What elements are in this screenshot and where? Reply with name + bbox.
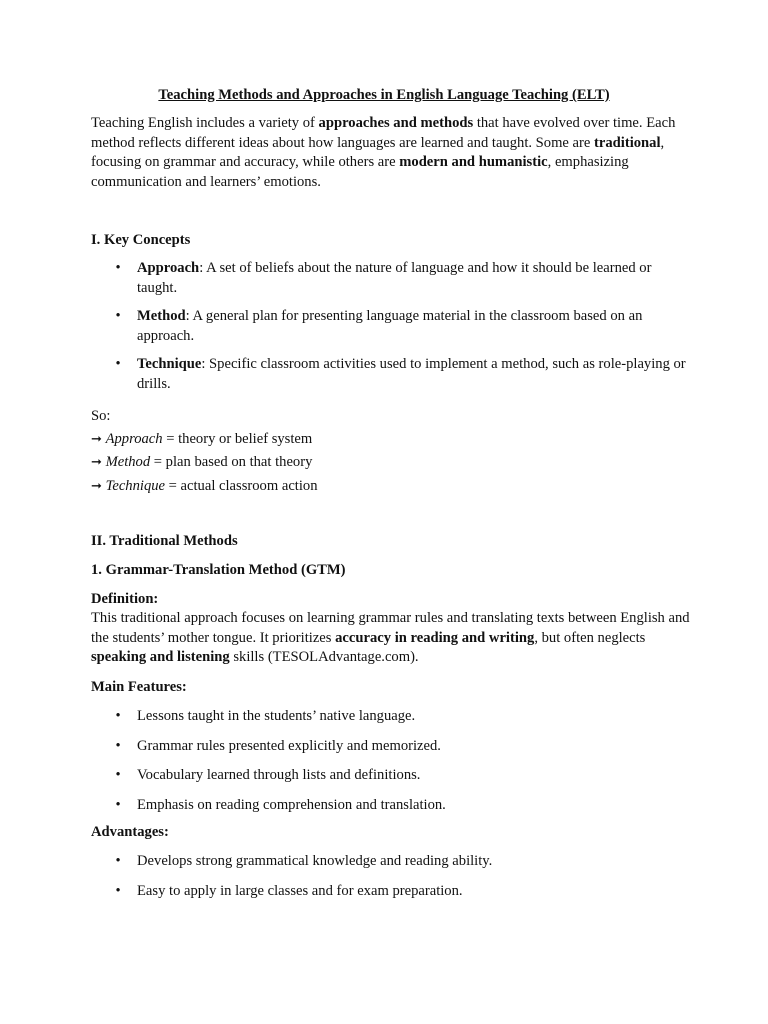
bullet-icon: •: [115, 737, 121, 754]
bullet-icon: •: [115, 708, 121, 724]
list-item: [91, 259, 691, 298]
list-item: [91, 766, 691, 786]
intro-bold-text: approaches and methods: [318, 115, 474, 131]
advantages-label: Advantages:: [91, 824, 169, 840]
summary-text: = plan based on that theory: [150, 454, 313, 470]
gtm-heading: 1. Grammar-Translation Method (GTM): [91, 562, 346, 578]
intro-bold-text: traditional: [594, 134, 661, 151]
so-label: So:: [91, 408, 111, 424]
intro-paragraph: [91, 114, 691, 192]
advantages-list: [91, 852, 691, 901]
definition-label: Definition:: [91, 591, 159, 607]
concept-definition: : A general plan for presenting language material in the classroom based on an approach.: [137, 308, 643, 344]
key-concepts-heading: I. Key Concepts: [91, 232, 191, 248]
definition-bold-text: accuracy in reading and writing: [335, 629, 535, 646]
concept-definition: : Specific classroom activities used to implement a method, such as role-playing or drills.: [137, 356, 686, 392]
concept-term: Approach: [137, 260, 200, 276]
feature-text: Lessons taught in the students’ native language.: [137, 708, 416, 724]
summary-term: Technique: [105, 477, 166, 494]
list-item: [91, 852, 691, 872]
summary-line: [91, 428, 691, 452]
feature-text: Grammar rules presented explicitly and memorized.: [137, 737, 441, 754]
traditional-methods-heading: II. Traditional Methods: [91, 533, 238, 549]
list-item: [91, 796, 691, 816]
document-title: Teaching Methods and Approaches in English Language Teaching (ELT): [158, 87, 610, 103]
summary-term: Approach: [105, 430, 163, 447]
intro-text: that have evolved over time. Each method reflects different ideas about how languages are learned and taught. Some are: [91, 115, 676, 151]
summary-term: Method: [105, 454, 151, 470]
summary-line: [91, 451, 691, 475]
list-item: [91, 307, 691, 346]
concept-definition: : A set of beliefs about the nature of language and how it should be learned or taught.: [137, 260, 652, 296]
list-item: [91, 355, 691, 394]
list-item: [91, 737, 691, 757]
arrow-right-icon: ➞: [91, 478, 102, 494]
bullet-icon: •: [115, 308, 121, 324]
concept-term: Technique: [137, 356, 202, 372]
advantage-text: Easy to apply in large classes and for exam preparation.: [137, 882, 463, 899]
bullet-icon: •: [115, 356, 121, 372]
definition-paragraph: [91, 609, 691, 668]
so-summary: [91, 405, 691, 498]
arrow-right-icon: ➞: [91, 455, 102, 470]
concept-term: Method: [137, 308, 186, 324]
arrow-right-icon: ➞: [91, 431, 102, 447]
bullet-icon: •: [115, 260, 121, 276]
intro-bold-text: modern and humanistic: [399, 154, 548, 170]
advantage-text: Develops strong grammatical knowledge and reading ability.: [137, 853, 493, 869]
bullet-icon: •: [115, 853, 121, 869]
feature-text: Vocabulary learned through lists and definitions.: [137, 767, 421, 783]
list-item: [91, 882, 691, 902]
intro-text: , focusing on grammar and accuracy, while others are: [91, 134, 665, 170]
list-item: [91, 707, 691, 727]
main-features-label: Main Features:: [91, 679, 187, 695]
summary-text: = theory or belief system: [162, 430, 313, 447]
bullet-icon: •: [115, 882, 121, 899]
summary-line: [91, 475, 691, 499]
definition-text: skills (TESOLAdvantage.com).: [229, 649, 419, 665]
main-features-list: [91, 707, 691, 815]
bullet-icon: •: [115, 796, 121, 813]
key-concepts-list: [91, 259, 691, 394]
feature-text: Emphasis on reading comprehension and translation.: [137, 796, 446, 813]
summary-text: = actual classroom action: [165, 477, 318, 494]
intro-text: , emphasizing communication and learners’ emotions.: [91, 154, 629, 190]
definition-text: , but often neglects: [534, 629, 646, 646]
definition-text: This traditional approach focuses on learning grammar rules and translating texts between English and the students’ mother tongue. It prioritizes: [91, 610, 690, 646]
intro-text: Teaching English includes a variety of: [91, 115, 319, 131]
definition-bold-text: speaking and listening: [91, 649, 230, 665]
bullet-icon: •: [115, 767, 121, 783]
